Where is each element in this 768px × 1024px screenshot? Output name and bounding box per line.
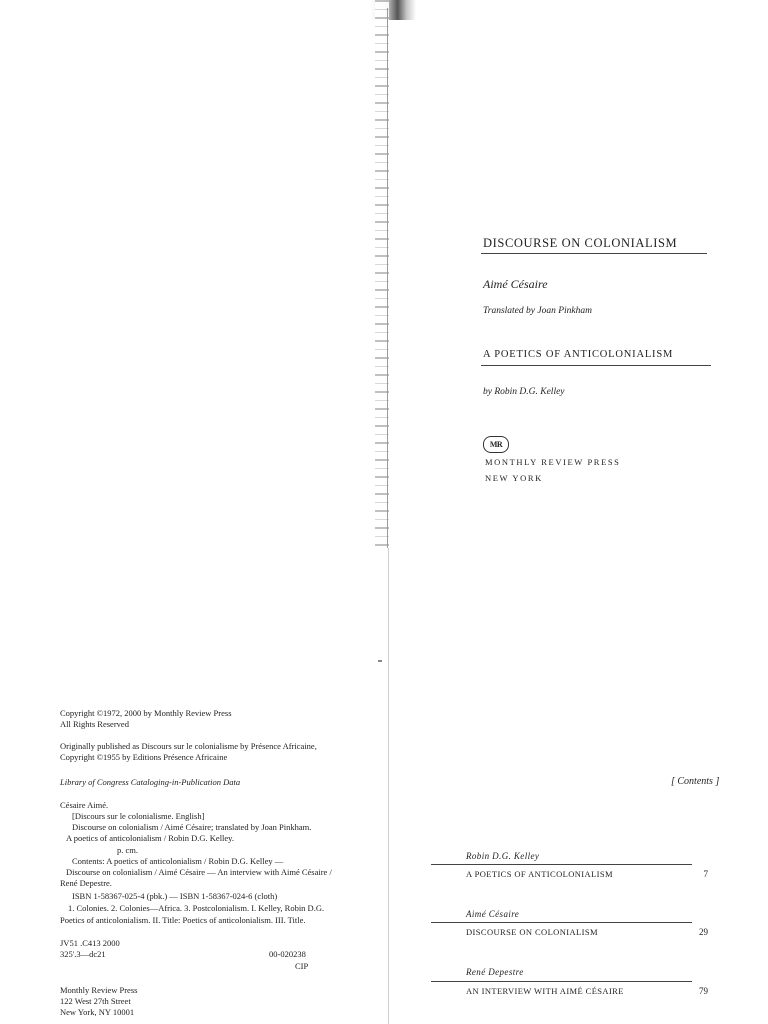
toc-page-number: 29	[699, 927, 708, 937]
lccn-number: 00-020238	[269, 949, 306, 959]
publisher-city: NEW YORK	[485, 473, 543, 483]
toc-page-number: 7	[703, 869, 708, 879]
cip-line: Césaire Aimé.	[60, 800, 109, 810]
essay-title: A POETICS OF ANTICOLONIALISM	[483, 349, 674, 360]
cip-line: Discourse on colonialism / Aimé Césaire — An interview with Aimé Césaire /	[66, 867, 332, 877]
toc-rule	[431, 981, 692, 982]
original-copyright-line: Copyright ©1955 by Editions Présence Africaine	[60, 752, 228, 762]
toc-author: Robin D.G. Kelley	[466, 851, 540, 861]
essay-rule	[481, 365, 711, 366]
translator-line: Translated by Joan Pinkham	[483, 306, 592, 316]
cip-mark: CIP	[295, 961, 309, 971]
publisher-address-street: 122 West 27th Street	[60, 996, 131, 1006]
publisher-address-city: New York, NY 10001	[60, 1007, 135, 1017]
contents-heading: [ Contents ]	[671, 776, 720, 787]
essay-author-line: by Robin D.G. Kelley	[483, 387, 565, 397]
publisher-address-name: Monthly Review Press	[60, 985, 138, 995]
cip-line: ISBN 1-58367-025-4 (pbk.) — ISBN 1-58367-024-6 (cloth)	[72, 891, 278, 901]
copyright-line: Copyright ©1972, 2000 by Monthly Review Press	[60, 708, 232, 718]
publisher-name: MONTHLY REVIEW PRESS	[485, 457, 621, 467]
toc-page-number: 79	[699, 986, 708, 996]
cip-line: Poetics of anticolonialism. II. Title: Poetics of anticolonialism. III. Title.	[60, 915, 306, 925]
call-number: JV51 .C413 2000	[60, 938, 120, 948]
cip-line: Contents: A poetics of anticolonialism / Robin D.G. Kelley —	[72, 856, 284, 866]
toc-rule	[431, 864, 692, 865]
page-crease	[388, 548, 389, 1024]
toc-rule	[431, 922, 692, 923]
original-publication-line: Originally published as Discours sur le colonialisme by Présence Africaine,	[60, 741, 317, 751]
cip-line: A poetics of anticolonialism / Robin D.G. Kelley.	[66, 833, 235, 843]
toc-title: A POETICS OF ANTICOLONIALISM	[466, 869, 613, 879]
cip-line: René Depestre.	[60, 878, 112, 888]
publisher-logo: MR	[483, 436, 509, 453]
toc-title: DISCOURSE ON COLONIALISM	[466, 927, 598, 937]
dewey-number: 325'.3—dc21	[60, 949, 106, 959]
toc-author: Aimé Césaire	[466, 909, 520, 919]
cip-line: 1. Colonies. 2. Colonies—Africa. 3. Postcolonialism. I. Kelley, Robin D.G.	[68, 903, 325, 913]
author-name: Aimé Césaire	[483, 277, 548, 291]
toc-author: René Depestre	[466, 967, 524, 977]
title-rule	[481, 253, 707, 254]
toc-title: AN INTERVIEW WITH AIMÉ CÉSAIRE	[466, 986, 624, 996]
crease-mark	[378, 660, 382, 662]
cip-line: Discourse on colonialism / Aimé Césaire; translated by Joan Pinkham.	[72, 822, 312, 832]
rights-line: All Rights Reserved	[60, 719, 129, 729]
cip-line: [Discours sur le colonialisme. English]	[72, 811, 205, 821]
book-title: DISCOURSE ON COLONIALISM	[483, 236, 678, 250]
cip-heading: Library of Congress Cataloging-in-Publication Data	[60, 777, 241, 787]
spine-edge-line	[387, 8, 388, 548]
cip-line: p. cm.	[117, 845, 139, 855]
